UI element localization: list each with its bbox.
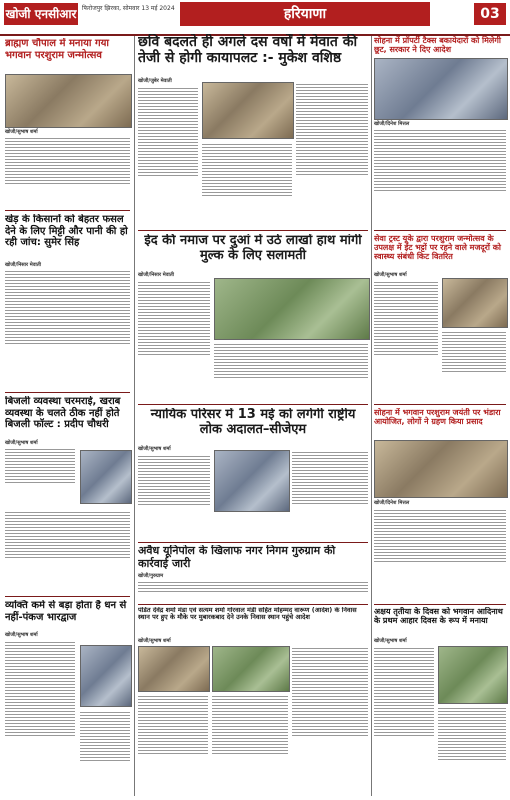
photo-sohna-tax (374, 58, 508, 120)
section-divider (5, 392, 130, 393)
body-text (292, 646, 368, 794)
byline: खोजी/सुभाष शर्मा (374, 638, 407, 644)
photo-cjm (214, 450, 290, 512)
body-text (214, 342, 368, 400)
photo-seva-trust (442, 278, 508, 328)
photo-bhandara (374, 440, 508, 498)
page-number: 03 (474, 3, 506, 25)
byline: खोजी/सुभाष शर्मा (374, 272, 407, 278)
date-line: फिरोजपुर झिरका, सोमवार 13 मई 2024 (82, 5, 175, 12)
byline: खोजी/गुरुग्राम (138, 573, 164, 579)
body-text (374, 280, 438, 400)
masthead (0, 0, 510, 36)
headline-kheda-farmers: खेड़ के किसानों को बेहतर फसल देने के लिए मिट्टी और पानी की हो रही जांच: सुमेर सिंह (5, 214, 128, 248)
byline: खोजी/दिनेश मित्तल (374, 121, 410, 127)
section-divider (138, 230, 368, 231)
section-divider (138, 604, 368, 605)
body-text (138, 580, 368, 600)
section-divider (138, 404, 368, 405)
body-text (80, 710, 130, 795)
headline-sohna-tax: सोहना में प्रॉपर्टी टैक्स बकायेदारों को मिलेगी छूट, सरकार ने दिए आदेश (374, 36, 501, 55)
photo-pradeep-chaudhary (80, 450, 132, 504)
headline-devendra-sharma: पंडित देवेंद्र शर्मा मंडा एवं सत्यम शर्मा गोरवाल मंडी सहित मोहम्मद वारूण (आदेश) के निवास स्थान पर हुए के मौके पर मुबारकबाद देने उनके निवास स्थान पहुंचे आदेश (138, 607, 357, 622)
byline: खोजी/जुबेर मेवाती (138, 78, 172, 84)
headline-lok-adalat: न्यायिक परिसर में 13 मई को लगेगी राष्ट्रीय लोक अदालत–सीजेएम (150, 408, 356, 437)
headline-eid-namaz: ईद की नमाज पर दुआं में उठे लाखों हाथ मांगी मुल्क के लिए सलामती (144, 234, 362, 263)
byline: खोजी/सुभाष शर्मा (5, 129, 38, 135)
body-text (374, 508, 506, 596)
byline: खोजी/सुभाष शर्मा (138, 446, 171, 452)
section-divider (374, 604, 506, 605)
byline: खोजी/सुभाष शर्मा (5, 440, 38, 446)
section-title: हरियाणा (180, 2, 430, 26)
column-divider (371, 36, 372, 796)
body-text (202, 142, 292, 227)
photo-eid-namaz (214, 278, 370, 340)
body-text (5, 269, 130, 387)
body-text (292, 450, 368, 538)
headline-pankaj-bhardwaj: व्यक्ति कर्म से बड़ा होता है धन से नहीं-पंकज भारद्वाज (5, 600, 127, 623)
photo-akshaya-tritiya (438, 646, 508, 704)
headline-brahmin-chaupal: ब्राह्मण चौपाल में मनाया गया भगवान परशुराम जन्मोत्सव (5, 38, 109, 61)
section-divider (374, 230, 506, 231)
body-text (442, 330, 506, 400)
photo-pankaj-bhardwaj (80, 645, 132, 707)
section-divider (5, 596, 130, 597)
section-divider (138, 542, 368, 543)
body-text (374, 646, 434, 794)
photo-devendra-sharma-1 (138, 646, 210, 692)
section-divider (374, 404, 506, 405)
body-text (5, 640, 75, 795)
photo-mukesh-vashisth (202, 82, 294, 139)
body-text (212, 694, 288, 794)
headline-mewat: छवि बदलते ही अगले दस वर्षों में मेवात की तेजी से होगी कायापलट :- मुकेश वशिष्ठ (138, 34, 358, 67)
photo-brahmin-chaupal (5, 74, 132, 128)
body-text (5, 136, 130, 206)
headline-electricity: बिजली व्यवस्था चरमराई, खराब व्यवस्था के चलते ठीक नहीं होते बिजली फॉल्ट : प्रदीप चौधरी (5, 396, 121, 430)
byline: खोजी/सुभाष शर्मा (5, 632, 38, 638)
newspaper-logo: खोजी एनसीआर (4, 3, 78, 25)
byline: खोजी/सुभाष शर्मा (138, 638, 171, 644)
body-text (5, 447, 75, 507)
headline-seva-trust: सेवा ट्रस्ट यूके द्वारा परशुराम जन्मोत्सव के उपलक्ष में ईंट भट्टों पर रहने वाले मजदूरों को स्वास्थ्य संबंधी किट वितरित (374, 234, 501, 262)
body-text (5, 510, 130, 590)
body-text (138, 86, 198, 226)
section-divider (5, 210, 130, 211)
byline: खोजी/दिनेश मित्तल (374, 500, 410, 506)
body-text (296, 82, 368, 227)
byline: खोजी/निसार मेवाती (5, 262, 41, 268)
body-text (138, 280, 210, 400)
headline-akshaya-tritiya: अक्षय तृतीया के दिवस को भगवान आदिनाथ के प्रथम आहार दिवस के रूप में मनाया (374, 607, 503, 626)
body-text (438, 706, 506, 794)
byline: खोजी/निसार मेवाती (138, 272, 174, 278)
headline-sohna-bhandara: सोहना में भगवान परशुराम जयंती पर भंडारा आयोजित, लोगों ने ग्रहण किया प्रसाद (374, 408, 501, 427)
body-text (138, 694, 208, 794)
headline-unipole: अवैध यूनिपोल के खिलाफ नगर निगम गुरुग्राम की कार्रवाई जारी (138, 545, 336, 570)
body-text (374, 128, 506, 228)
column-divider (134, 36, 135, 796)
body-text (138, 454, 210, 538)
photo-devendra-sharma-2 (212, 646, 290, 692)
